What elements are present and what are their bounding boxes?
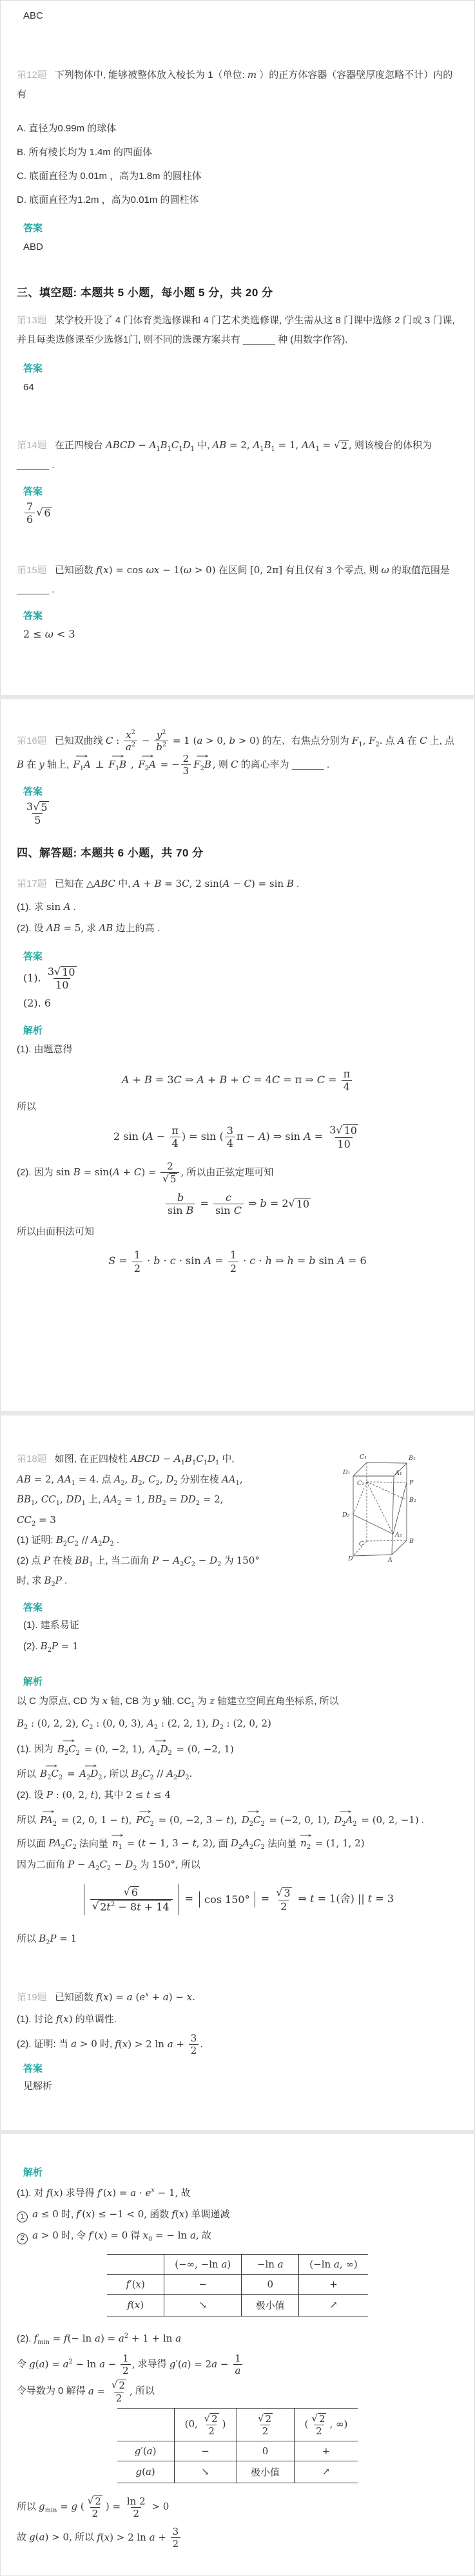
solution-line: 所以 → $B_2C_2$ = → $A_2D_2$ , 所以 $B_2C_2 // A_2D_2$. xyxy=(17,1761,193,1782)
display-equation: √ 6 √ $2t^2 - 8t + 14$ = cos 150° = √ 3 2 ⇒ t = 1(舍) || t = 3 xyxy=(17,1884,458,1915)
analysis-label: 解析 xyxy=(23,1676,43,1688)
monotonicity-table-g-row-cell: − xyxy=(174,2441,237,2461)
solution-line: 2 a > 0 时, 令 f′(x) = 0 得 $x_0$ = − ln a, 故 xyxy=(17,2228,458,2245)
figure-vertex-label: D₂ xyxy=(342,1511,350,1519)
question-16-number: 第16题 xyxy=(17,735,47,746)
question-15 xyxy=(17,560,458,600)
solution-line: $B_2$ : (0, 2, 2), $C_2$ : (0, 0, 3), $A_2$ : (2, 2, 1), $D_2$ : (2, 0, 2) xyxy=(17,1717,271,1731)
monotonicity-table-g-header-row-cell: √ 2 2 xyxy=(237,2408,294,2441)
question-17-text: 已知在 △ABC 中, A + B = 3C, 2 sin(A − C) = sin B . xyxy=(54,877,300,889)
answer-17-1: (1). 3 √ 10 10 xyxy=(23,965,75,991)
solution-line: 所以 $B_2P = 1$ xyxy=(17,1932,77,1946)
question-18-number: 第18题 xyxy=(17,1454,47,1464)
question-18 xyxy=(17,1449,458,1591)
figure-vertex-label: D xyxy=(348,1555,353,1562)
answer-value-15: 2 ≤ ω < 3 xyxy=(23,627,75,640)
q19-part-2: (2). 证明: 当 a > 0 时, f(x) > 2 ln a + $\frac{3}{2}$ . xyxy=(17,2032,204,2057)
figure-vertex-label: B₂ xyxy=(409,1497,416,1504)
monotonicity-table-f-header-row xyxy=(107,2254,368,2274)
analysis-label: 解析 xyxy=(23,2167,43,2178)
solution-line: (2). $f_{min} = f(- \ln a) = a^2 + 1 + \ln a$ xyxy=(17,2332,182,2346)
question-19-number: 第19题 xyxy=(17,1992,47,2003)
figure-vertex-label: C₂ xyxy=(357,1480,365,1487)
solution-line: 所以由面积法可知 xyxy=(17,1226,95,1238)
monotonicity-table-f-row xyxy=(107,2274,368,2294)
solution-line: (1). 因为 → $B_2C_2$ = (0, −2, 1), → $A_2D_2$ = (0, −2, 1) xyxy=(17,1736,234,1757)
figure-edge xyxy=(392,1540,407,1555)
question-17-number: 第17题 xyxy=(17,878,47,889)
answer-label: 答案 xyxy=(23,610,43,621)
answer-17-2: (2). 6 xyxy=(23,997,52,1010)
figure-edge xyxy=(353,1555,392,1556)
solution-line: 以 C 为原点, CD 为 x 轴, CB 为 y 轴, $CC_1$ 为 z 轴建立空间直角坐标系, 所以 xyxy=(17,1695,339,1709)
display-equation: S = $\frac{1}{2}$ · b · c · sin A = $\frac{1}{2}$ · c · h ⇒ h = b sin A = 6 xyxy=(108,1249,367,1274)
answer-label: 答案 xyxy=(23,1602,43,1613)
option-b: B. 所有棱长均为 1.4m 的四面体 xyxy=(17,147,153,158)
card-4 xyxy=(0,2134,475,2575)
question-15-number: 第15题 xyxy=(17,564,47,576)
figure-edge xyxy=(367,1482,393,1534)
solution-line: 所以 → $PA_2$ = (2, 0, 1 − t), → $PC_2$ = (0, −2, 3 − t), → $D_2C_2$ = (−2, 0, 1), → $D_2A_2$ = (0, 2, −1) . xyxy=(17,1807,425,1828)
monotonicity-table-f-row-cell: f(x) xyxy=(107,2294,164,2316)
solution-line: 故 g(a) > 0, 所以 f(x) > 2 ln a + $\frac{3}{2}$ xyxy=(17,2526,458,2550)
option-d: D. 底面直径为1.2m ，高为0.01m 的圆柱体 xyxy=(17,194,199,205)
question-12-number: 第12题 xyxy=(17,70,47,80)
answer-value-12: ABD xyxy=(23,242,43,252)
monotonicity-table-g-row-cell: 极小值 xyxy=(237,2461,294,2483)
card-1 xyxy=(0,0,475,695)
q17-part-1: (1). 求 sin A . xyxy=(17,900,76,913)
answer-18-1: (1). 建系易证 xyxy=(23,1619,79,1631)
question-13 xyxy=(17,311,458,350)
figure-vertex-label: A₂ xyxy=(395,1531,402,1539)
question-18-text: 如图, 在正四棱柱 ABCD − $A_1B_1C_1D_1$ 中, AB = 2, $AA_1 = 4$. 点 $A_2$, $B_2$, $C_2$, $D_2$ 分别在棱 $AA_1$, $BB_1$, $CC_1$, $DD_1$ 上, $AA_2 = 1$, $BB_2 = DD_2 = 2$, $CC_2 = 3$ (1) 证明: $B_2C_2 // A_2D_2$ . (2) 点 P 在棱 $BB_1$ 上, 当二面角 $P - A_2C_2 - D_2$ 为 150° 时, 求 $B_2P$ . xyxy=(17,1453,260,1588)
figure-edge xyxy=(353,1463,367,1476)
solution-line: 因为二面角 $P - A_2C_2 - D_2$ 为 150°, 所以 xyxy=(17,1858,200,1872)
monotonicity-table-f xyxy=(107,2254,368,2316)
question-13-number: 第13题 xyxy=(17,315,47,326)
display-equation: 2 sin (A − $\frac{\pi}{4}$ ) = sin ( $\frac{3}{4}$ π − A) ⇒ sin A = 3 √ 10 10 xyxy=(113,1124,357,1150)
figure-edge xyxy=(353,1515,393,1534)
monotonicity-table-f-header-row-cell xyxy=(107,2254,164,2274)
solution-line: 令导数为 0 解得 a = √ 2 2 , 所以 xyxy=(17,2379,155,2404)
prism-figure xyxy=(342,1450,452,1569)
monotonicity-table-g-header-row-cell xyxy=(117,2408,175,2441)
answer-value-14: $\frac{7}{6}$ √ 6 xyxy=(23,500,458,526)
question-13-text: 某学校开设了 4 门体育类选修课和 4 门艺术类选修课, 学生需从这 8 门课中选修 2 门或 3 门课, 并且每类选修课至少选修1门, 则不同的选课方案共有 ______ 种 (用数字作答). xyxy=(17,315,455,345)
prev-answer: ABC xyxy=(23,10,43,21)
display-equation: $\frac{b}{\text{sin B}}$ = $\frac{c}{\text{sin C}}$ ⇒ b = 2 √ 10 xyxy=(17,1191,458,1217)
card-2 xyxy=(0,699,475,1411)
monotonicity-table-f-header-row-cell: (−∞, −ln a) xyxy=(164,2254,242,2274)
answer-label: 答案 xyxy=(23,363,43,374)
answer-label: 答案 xyxy=(23,786,43,797)
monotonicity-table-g-row-cell: g′(a) xyxy=(117,2441,175,2461)
q19-part-1: (1). 讨论 f(x) 的单调性. xyxy=(17,2013,117,2025)
solution-line: 所以面 $PA_2C_2$ 法向量 → $n_1$ = (t − 1, 3 − t, 2), 面 $D_2A_2C_2$ 法向量 → $n_2$ = (1, 1, 2) xyxy=(17,1830,365,1852)
figure-vertex-label: C xyxy=(359,1540,364,1548)
section-solutions: 四、解答题: 本题共 6 小题，共 70 分 xyxy=(17,846,204,859)
solution-line: (2). 设 P : (0, 2, t), 其中 2 ≤ t ≤ 4 xyxy=(17,1789,171,1801)
monotonicity-table-f-row-cell: − xyxy=(164,2274,242,2294)
monotonicity-table-f-row xyxy=(107,2294,368,2316)
answer-value-13: 64 xyxy=(23,382,34,393)
solution-line: 令 $g(a) = a^2 - \ln a$ − $\frac{1}{2}$ , 求导得 g′(a) = 2a − $\frac{1}{a}$ xyxy=(17,2353,458,2376)
figure-edge xyxy=(367,1482,407,1500)
monotonicity-table-f-header-row-cell: (−ln a, ∞) xyxy=(299,2254,368,2274)
solution-line: 所以 $g_{min} = g$ ( √ 2 2 ) = $\frac{\ln 2}{2}$ > 0 xyxy=(17,2494,170,2520)
figure-edge xyxy=(392,1476,394,1555)
question-19 xyxy=(17,1987,458,2007)
q17-part-2: (2). 设 AB = 5, 求 AB 边上的高 . xyxy=(17,922,160,934)
monotonicity-table-g-row-cell: ↗ xyxy=(294,2461,358,2483)
answer-value-19: 见解析 xyxy=(23,2081,53,2092)
monotonicity-table-f-row-cell: ↘ xyxy=(164,2294,242,2316)
figure-vertex-label: P xyxy=(409,1479,414,1486)
monotonicity-table-f-row-cell: 极小值 xyxy=(242,2294,299,2316)
monotonicity-table-f-row-cell: ↗ xyxy=(299,2294,368,2316)
monotonicity-table-f-row-cell: + xyxy=(299,2274,368,2294)
question-12 xyxy=(17,65,458,104)
question-12-text: 下列物体中, 能够被整体放入棱长为 1（单位: m ）的正方体容器（容器壁厚度忽略不计）内的有 xyxy=(17,69,453,100)
section-fill-in: 三、填空题: 本题共 5 小题，每小题 5 分，共 20 分 xyxy=(17,287,273,299)
monotonicity-table-f-header-row-cell: −ln a xyxy=(242,2254,299,2274)
question-14-number: 第14题 xyxy=(17,440,47,451)
monotonicity-table-g-row-cell: g(a) xyxy=(117,2461,175,2483)
monotonicity-table-g-row xyxy=(117,2441,358,2461)
figure-vertex-label: B xyxy=(409,1538,414,1545)
monotonicity-table-g-row-cell: ↘ xyxy=(174,2461,237,2483)
figure-vertex-label: A xyxy=(388,1557,393,1564)
answer-label: 答案 xyxy=(23,2063,43,2075)
monotonicity-table-g-row-cell: + xyxy=(294,2441,358,2461)
question-16 xyxy=(17,729,458,777)
monotonicity-table-g-row xyxy=(117,2461,358,2483)
solution-line: 1 a ≤ 0 时, f′(x) ≤ −1 < 0, 函数 f(x) 单调递减 xyxy=(17,2206,458,2222)
question-19-text: 已知函数 f(x) = a $(e^x + a) - x$. xyxy=(54,1991,195,2003)
answer-label: 答案 xyxy=(23,951,43,962)
monotonicity-table-f-row-cell: 0 xyxy=(242,2274,299,2294)
monotonicity-table-f-row-cell: f′(x) xyxy=(107,2274,164,2294)
monotonicity-table-g xyxy=(117,2408,358,2483)
question-17 xyxy=(17,874,458,894)
figure-edge xyxy=(367,1540,407,1541)
figure-vertex-label: C₁ xyxy=(360,1454,367,1461)
answer-18-2: (2). $B_2P = 1$ xyxy=(23,1640,79,1654)
monotonicity-table-g-header-row-cell: (0, √ 2 2 ) xyxy=(174,2408,237,2441)
figure-vertex-label: A₁ xyxy=(395,1470,402,1477)
solution-line: (1). 由题意得 xyxy=(17,1043,73,1055)
solution-line: (1). 对 f(x) 求导得 $f'(x) = a \cdot e^x - 1$, 故 xyxy=(17,2187,191,2199)
display-equation: A + B = 3C ⇒ A + B + C = 4C = π ⇒ C = $\frac{\pi}{4}$ xyxy=(17,1068,458,1093)
question-16-text: 已知双曲线 C : $\frac{x^2}{a^2}$ − $\frac{y^2}{b^2}$ = 1 (a > 0, b > 0) 的左、右焦点分别为 $F_1$, $F_2$. 点 A 在 C 上, 点 B 在 y 轴上, → $F_1A$ ⊥ → $F_1B$ , → $F_2A$ = − $\frac{2}{3}$ → $F_2B$ , 则 C 的离心率为 ______ . xyxy=(17,729,455,777)
figure-vertex-label: B₁ xyxy=(409,1455,416,1462)
question-14-text: 在正四棱台 ABCD − $A_1B_1C_1D_1$ 中, AB = 2, $A_1B_1 = 1$, $AA_1$ = √ 2 , 则该棱台的体积为 ______ . xyxy=(17,439,432,471)
card-3 xyxy=(0,1416,475,2130)
option-a: A. 直径为0.99m 的球体 xyxy=(17,123,117,134)
answer-value-16: 3 √ 5 5 xyxy=(26,800,48,827)
figure-vertex-label: D₁ xyxy=(343,1469,351,1476)
solution-line: (2). 因为 sin B = sin(A + C) = 2 √ 5 , 所以由正弦定理可知 xyxy=(17,1160,274,1185)
solution-line: 所以 xyxy=(17,1101,37,1113)
monotonicity-table-g-header-row xyxy=(117,2408,358,2441)
answer-label: 答案 xyxy=(23,486,43,497)
figure-edge xyxy=(393,1482,407,1534)
monotonicity-table-g-row-cell: 0 xyxy=(237,2441,294,2461)
option-c: C. 底面直径为 0.01m ，高为1.8m 的圆柱体 xyxy=(17,171,202,182)
analysis-label: 解析 xyxy=(23,1025,43,1036)
monotonicity-table-g-header-row-cell: ( √ 2 2 , ∞) xyxy=(294,2408,358,2441)
question-14 xyxy=(17,435,458,475)
answer-label: 答案 xyxy=(23,223,43,234)
question-15-text: 已知函数 f(x) = cos ωx − 1(ω > 0) 在区间 [0, 2π] 有且仅有 3 个零点, 则 ω 的取值范围是 ______ . xyxy=(17,564,450,595)
